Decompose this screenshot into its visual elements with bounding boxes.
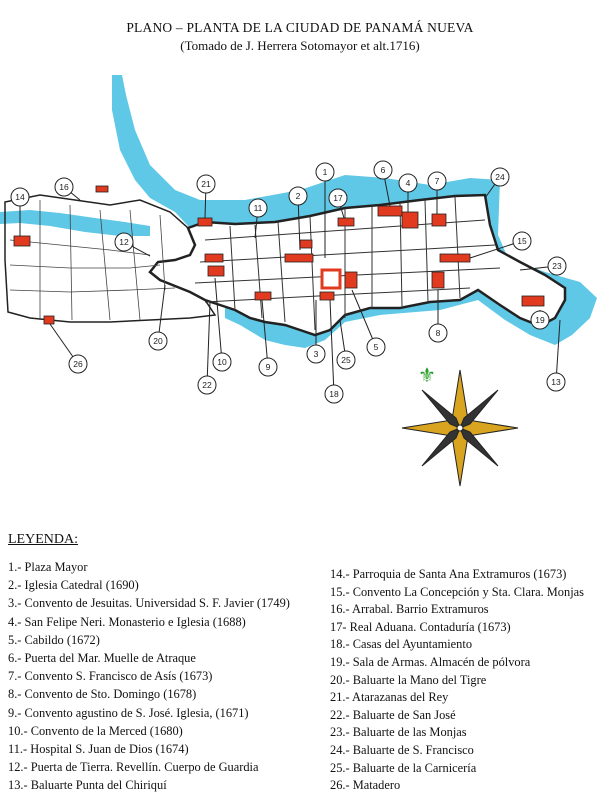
callout-number-7: 7 [434, 176, 440, 186]
building-2 [285, 254, 313, 262]
callout-number-14: 14 [15, 192, 25, 202]
legend-left-item: 9.- Convento agustino de S. José. Iglesia, (1671) [8, 705, 249, 720]
legend-right-item: 22.- Baluarte de San José [330, 707, 456, 722]
building-17 [338, 218, 354, 226]
legend-left-item: 11.- Hospital S. Juan de Dios (1674) [8, 742, 189, 756]
building-cathedral-block [205, 254, 223, 262]
building-6 [378, 206, 402, 216]
callout-number-25: 25 [341, 355, 351, 365]
callout-number-24: 24 [495, 172, 505, 182]
legend-right-item: 26.- Matadero [330, 778, 401, 793]
city-plan-map [0, 60, 600, 530]
building-8 [432, 272, 444, 288]
building-14 [14, 236, 30, 246]
building-16 [96, 186, 108, 192]
building-3 [300, 240, 312, 248]
legend-right-item: 24.- Baluarte de S. Francisco [330, 743, 474, 757]
legend-right-item: 21.- Atarazanas del Rey [330, 690, 449, 705]
legend-title: LEYENDA: [8, 532, 78, 547]
callout-number-9: 9 [265, 362, 271, 372]
legend-right-item: 16.- Arrabal. Barrio Extramuros [330, 602, 489, 617]
legend-left-item: 13.- Baluarte Punta del Chiriquí [8, 778, 167, 793]
building-9 [255, 292, 271, 300]
callout-number-10: 10 [217, 357, 227, 367]
legend-left-item: 3.- Convento de Jesuitas. Universidad S. F. Javier (1749) [8, 596, 290, 611]
callout-number-16: 16 [59, 182, 69, 192]
callout-number-6: 6 [380, 165, 386, 175]
building-10 [208, 266, 224, 276]
building-4 [402, 212, 418, 228]
callout-number-1: 1 [322, 167, 328, 177]
legend-right-item: 25.- Baluarte de la Carnicería [330, 760, 477, 775]
building-18 [320, 292, 334, 300]
callout-number-4: 4 [405, 178, 411, 188]
legend-right-item: 17- Real Aduana. Contaduría (1673) [330, 619, 511, 634]
callout-number-13: 13 [551, 377, 561, 387]
callout-leader-22 [207, 302, 210, 385]
legend-right-item: 20.- Baluarte la Mano del Tigre [330, 672, 487, 687]
legend-left-item: 8.- Convento de Sto. Domingo (1678) [8, 687, 197, 702]
legend-left-item: 2.- Iglesia Catedral (1690) [8, 578, 139, 593]
callout-number-2: 2 [295, 191, 301, 201]
callout-number-5: 5 [373, 342, 379, 352]
legend-left-item: 4.- San Felipe Neri. Monasterio e Iglesia (1688) [8, 614, 246, 629]
callout-number-19: 19 [535, 315, 545, 325]
callout-number-11: 11 [253, 203, 263, 213]
legend-left-item: 6.- Puerta del Mar. Muelle de Atraque [8, 651, 196, 665]
building-15 [440, 254, 470, 262]
legend-left-item: 5.- Cabildo (1672) [8, 632, 100, 647]
callout-number-18: 18 [329, 389, 339, 399]
callout-number-23: 23 [552, 261, 562, 271]
legend-right-item: 14.- Parroquia de Santa Ana Extramuros (1673) [330, 567, 567, 581]
building-21 [198, 218, 212, 226]
legend-right-item: 15.- Convento La Concepción y Sta. Clara. Monjas [330, 584, 584, 599]
callout-number-26: 26 [73, 359, 83, 369]
callout-number-20: 20 [153, 336, 163, 346]
callout-number-3: 3 [313, 349, 319, 359]
sea-channel [0, 210, 150, 236]
callout-number-12: 12 [119, 237, 129, 247]
callout-number-8: 8 [435, 328, 441, 338]
legend-left-item: 10.- Convento de la Merced (1680) [8, 723, 183, 738]
map-subtitle: (Tomado de J. Herrera Sotomayor et alt.1716) [180, 38, 420, 53]
map-title: PLANO – PLANTA DE LA CIUDAD DE PANAMÁ NUEVA [126, 20, 474, 35]
legend-right-item: 19.- Sala de Armas. Almacén de pólvora [330, 655, 531, 669]
compass-rose [402, 370, 518, 486]
legend-right-item: 18.- Casas del Ayuntamiento [330, 637, 473, 652]
fleur-de-lis-icon: ⚜ [418, 365, 436, 387]
callout-number-15: 15 [517, 236, 527, 246]
legend-left-item: 12.- Puerta de Tierra. Revellín. Cuerpo de Guardia [8, 760, 259, 775]
building-1-plaza [322, 270, 340, 288]
building-7 [432, 214, 446, 226]
legend-left-item: 1.- Plaza Mayor [8, 560, 88, 574]
building-5 [345, 272, 357, 288]
callout-number-22: 22 [202, 380, 212, 390]
legend-left-item: 7.- Convento S. Francisco de Asís (1673) [8, 669, 213, 684]
callout-number-17: 17 [333, 193, 343, 203]
building-26 [44, 316, 54, 324]
callout-number-21: 21 [201, 179, 211, 189]
building-19 [522, 296, 544, 306]
legend-right-item: 23.- Baluarte de las Monjas [330, 725, 467, 740]
